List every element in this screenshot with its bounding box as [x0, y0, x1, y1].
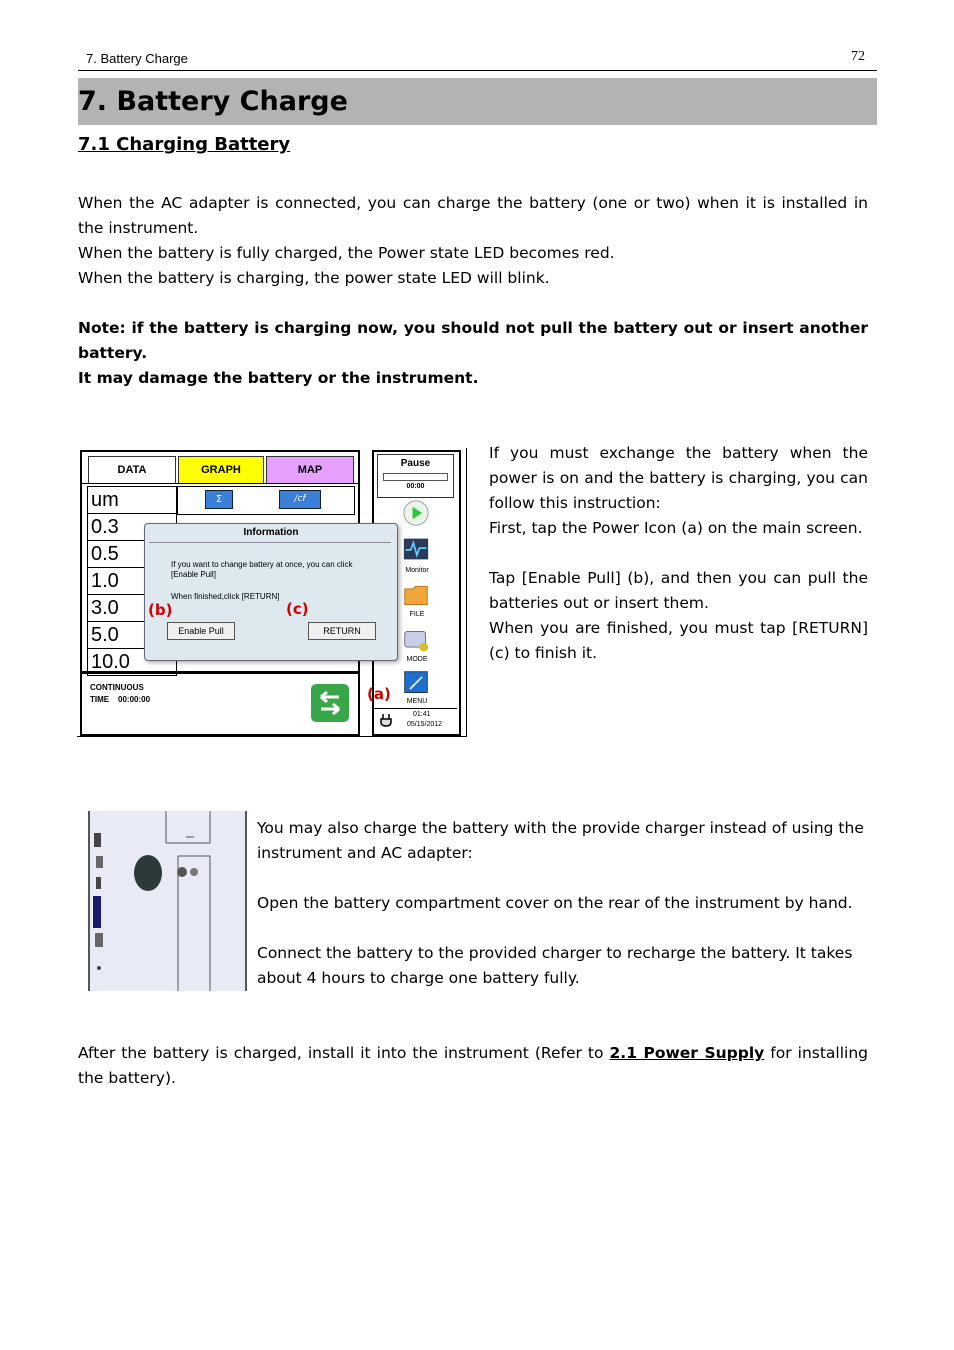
dialog-message: If you want to change battery at once, you can click [Enable Pull]: [171, 560, 353, 579]
continuous-label: CONTINUOUS: [90, 683, 144, 692]
mode-icon[interactable]: [401, 628, 431, 654]
play-icon[interactable]: [401, 500, 431, 526]
closing-paragraph: [78, 1041, 868, 1091]
menu-label: MENU: [406, 698, 428, 705]
mode-label: MODE: [406, 656, 428, 663]
chapter-title-bar: [78, 78, 877, 125]
folder-icon[interactable]: [401, 582, 431, 608]
clock-date: 05/15/2012: [407, 721, 443, 728]
power-supply-link[interactable]: 2.1 Power Supply: [609, 1044, 765, 1062]
note-paragraph-1: Note: if the battery is charging now, you should not pull the battery out or insert another battery.: [78, 319, 868, 362]
charger-paragraph-2: Open the battery compartment cover on the rear of the instrument by hand.: [257, 894, 853, 912]
exchange-paragraph-1: If you must exchange the battery when the power is on and the battery is charging, you can follow this instruction:: [489, 444, 868, 512]
exchange-paragraph-4: When you are finished, you must tap [RETURN] (c) to finish it.: [489, 619, 868, 662]
pause-time: 00:00: [406, 483, 425, 490]
size-row: 0.5: [87, 541, 177, 568]
instrument-rear-image: [88, 811, 247, 991]
tab-data[interactable]: DATA: [88, 456, 176, 484]
size-row: 3.0: [87, 595, 177, 622]
dialog-hint: When finished,click [RETURN]: [171, 592, 280, 601]
tab-graph[interactable]: GRAPH: [178, 456, 264, 484]
size-row: 1.0: [87, 568, 177, 595]
page-number: 72: [851, 49, 865, 64]
tab-map[interactable]: MAP: [266, 456, 354, 484]
pause-button[interactable]: [377, 454, 454, 498]
clock-time: 01:41: [413, 711, 431, 718]
charger-paragraph-1: You may also charge the battery with the provide charger instead of using the instrument and AC adapter:: [257, 819, 864, 862]
intro-paragraph-3: When the battery is charging, the power state LED will blink.: [78, 269, 550, 287]
instrument-rear-drawing: [90, 811, 245, 991]
header-rule: [78, 70, 877, 71]
enable-pull-button[interactable]: Enable Pull: [167, 622, 235, 640]
section-heading: 7.1 Charging Battery: [78, 134, 291, 155]
size-row: 10.0: [87, 649, 177, 676]
pause-label: Pause: [400, 458, 431, 469]
time-value: 00:00:00: [118, 695, 151, 704]
information-dialog: [144, 523, 398, 661]
exchange-paragraph-2: First, tap the Power Icon (a) on the main screen.: [489, 519, 863, 537]
note-paragraph-2: It may damage the battery or the instrument.: [78, 369, 479, 387]
intro-paragraph-2: When the battery is fully charged, the Power state LED becomes red.: [78, 244, 615, 262]
marker-b: (b): [148, 601, 173, 619]
closing-text-after: for installing the battery).: [78, 1044, 868, 1087]
time-label: TIME: [90, 695, 110, 704]
device-screenshot: [77, 448, 467, 737]
dialog-title: Information: [243, 527, 299, 538]
size-row: 0.3: [87, 514, 177, 541]
return-button[interactable]: RETURN: [308, 622, 376, 640]
monitor-icon[interactable]: [401, 536, 431, 562]
size-row: 5.0: [87, 622, 177, 649]
chapter-title: 7. Battery Charge: [78, 86, 348, 117]
monitor-label: Monitor: [405, 567, 429, 574]
marker-c: (c): [286, 600, 309, 618]
per-cf-button[interactable]: /cf: [279, 490, 321, 509]
closing-text-before: After the battery is charged, install it into the instrument (Refer to: [78, 1044, 604, 1062]
marker-a: (a): [367, 685, 391, 703]
menu-icon[interactable]: [401, 670, 431, 696]
sum-button[interactable]: Σ: [205, 490, 233, 509]
unit-cell: um: [87, 486, 177, 514]
file-label: FILE: [409, 611, 425, 618]
intro-paragraph-1: When the AC adapter is connected, you can charge the battery (one or two) when it is installed in the instrument.: [78, 194, 868, 237]
status-panel: [80, 672, 360, 736]
switch-arrows-icon[interactable]: [311, 684, 349, 722]
power-icon[interactable]: [379, 712, 393, 728]
running-header: 7. Battery Charge: [86, 51, 188, 66]
charger-paragraph-3: Connect the battery to the provided charger to recharge the battery. It takes about 4 hours to charge one battery fully.: [257, 944, 853, 987]
exchange-paragraph-3: Tap [Enable Pull] (b), and then you can pull the batteries out or insert them.: [489, 569, 868, 612]
